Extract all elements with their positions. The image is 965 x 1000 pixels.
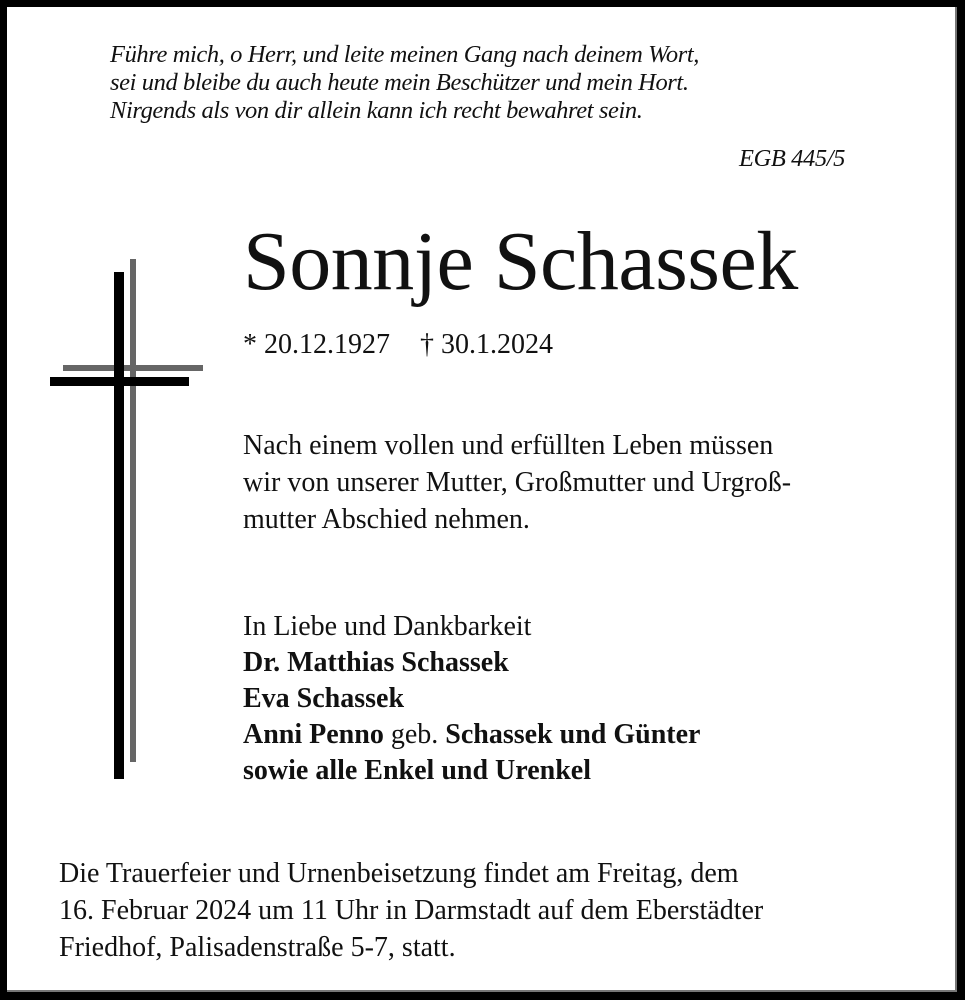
life-dates [243,329,553,361]
verse-line: Führe mich, o Herr, und leite meinen Gang nach deinem Wort, [110,41,700,68]
cross-horizontal-secondary [63,365,203,371]
mourners-closing: sowie alle Enkel und Urenkel [243,755,591,786]
cross-horizontal-primary [50,377,189,386]
death-symbol: † [420,329,434,360]
mourner-line [243,717,700,753]
funeral-line: Die Trauerfeier und Urnenbeisetzung findet am Freitag, dem [59,858,739,889]
mourners-list [243,609,700,789]
mourners-intro: In Liebe und Dankbarkeit [243,611,532,642]
death-date: 30.1.2024 [441,329,553,360]
verse-line: sei und bleibe du auch heute mein Beschützer und mein Hort. [110,69,689,96]
message-line: wir von unserer Mutter, Großmutter und Urgroß- [243,467,792,498]
mourner-name: Eva Schassek [243,683,405,714]
birth-symbol: * [243,329,257,360]
mourner-name: Dr. Matthias Schassek [243,647,509,678]
funeral-line: Friedhof, Palisadenstraße 5-7, statt. [59,932,456,963]
funeral-line: 16. Februar 2024 um 11 Uhr in Darmstadt auf dem Eberstädter [59,895,764,926]
birth-date: 20.12.1927 [264,329,390,360]
mourner-name-part: Anni Penno [243,719,384,750]
funeral-info [59,855,919,966]
cross-vertical-primary [114,272,124,779]
cross-vertical-secondary [130,259,136,762]
message-line: mutter Abschied nehmen. [243,504,530,535]
mourner-name-part: Schassek und Günter [445,719,701,750]
mourner-nee: geb. [390,719,439,750]
verse-line: Nirgends als von dir allein kann ich recht bewahret sein. [110,97,643,124]
bible-verse [110,41,870,125]
verse-source: EGB 445/5 [739,145,845,172]
message-line: Nach einem vollen und erfüllten Leben müssen [243,430,774,461]
deceased-name: Sonnje Schassek [243,215,798,308]
farewell-message [243,427,923,538]
obituary-notice [7,7,957,992]
